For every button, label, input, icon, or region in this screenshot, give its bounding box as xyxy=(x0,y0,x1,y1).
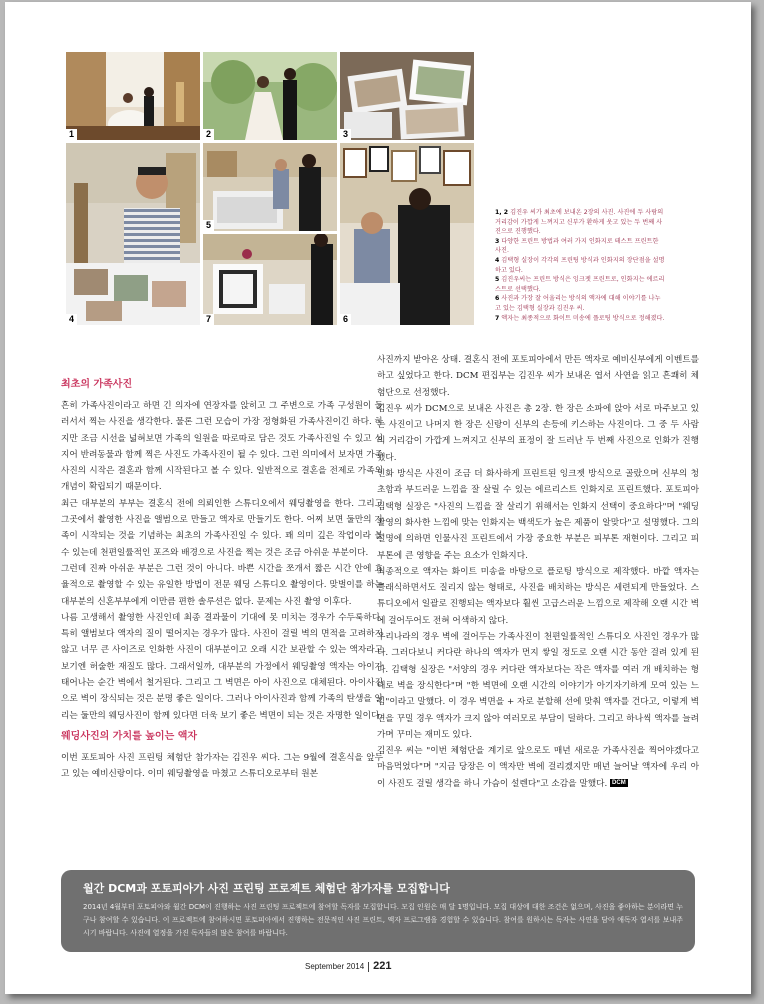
photo-1-couple-on-sofa xyxy=(66,52,200,140)
folio-page-number: 221 xyxy=(373,960,392,972)
photo-number: 1 xyxy=(66,129,77,140)
photo-number: 5 xyxy=(203,220,214,231)
article-paragraph: 김진우 씨가 DCM으로 보내온 사진은 총 2장. 한 장은 소파에 앉아 서로 마주보고 있는 사진이고 나머지 한 장은 신랑이 신부의 손등에 키스하는 사진이다. 그 중 두 사람의 거리감이 가깝게 느껴지고 신부의 표정이 잘 드러난 두 번째 사진으로 인화가 진행됐다. xyxy=(377,403,699,463)
notice-body: 2014년 4월부터 포토피아와 월간 DCM이 진행하는 사진 프린팅 프로젝트에 참여할 독자를 모집합니다. 모집 인원은 매 달 1명입니다. 모집 대상에 대한 조건은 없으며, 사진을 좋아하는 분이라면 누구나 참여할 수 있습니다. 이 프로젝트에 참여하시면 포토피아에서 진행하는 전문적인 사진 프린트, 액자 프로그램을 경험할 수 있습니다. 참여를 원하시는 독자는 사연을 담아 애독자 엽서를 보내주시기 바랍니다. 사진에 열정을 가진 독자들의 많은 참여를 바랍니다. xyxy=(83,903,683,937)
article-paragraph: 그런데 진짜 아쉬운 부분은 그런 것이 아니다. 바쁜 시간을 쪼개서 짧은 시간 안에 효율적으로 촬영할 수 있는 유일한 방법이 전문 웨딩 스튜디오 촬영이다. 맞벌이를 하는 대부분의 신혼부부에게 이만큼 편한 솔루션은 없다. 문제는 사진 촬영 이후다. xyxy=(61,563,383,607)
article-paragraph: 최근 대부분의 부부는 결혼식 전에 의뢰인한 스튜디오에서 웨딩촬영을 한다. 그리고 그곳에서 촬영한 사진을 앨범으로 만들고 액자로 만들기도 한다. 어찌 보면 둘만의 가족이 시작되는 것을 기념하는 최초의 가족사진일 수 있다. 꽤 의미 깊은 작업이라 볼 수 있는데 천편일률적인 포즈와 배경으로 사진을 찍는 것은 조금 아쉬운 부분이다. xyxy=(61,498,383,558)
recruitment-notice-box xyxy=(61,870,695,952)
folio-divider xyxy=(368,962,369,972)
photo-number: 4 xyxy=(66,314,77,325)
notice-title: 월간 DCM과 포토피아가 사진 프린팅 프로젝트 체험단 참가자를 모집합니다 xyxy=(83,882,450,895)
article-paragraph: 우리나라의 경우 벽에 걸어두는 가족사진이 천편일률적인 스튜디오 사진인 경우가 많다. 그러다보니 커다란 하나의 액자가 먼지 쌓일 정도로 오랜 시간 동안 걸려 있게 된다. 김택형 실장은 "서양의 경우 커다란 액자보다는 작은 액자를 여러 개 배치하는 형태로 벽을 장식한다"며 "한 벽면에 오랜 시간의 이야기가 아기자기하게 모여 있는 느낌"이라고 말했다. 이 경우 벽면을 + 자로 분할해 선에 맞춰 액자를 건다고, 이렇게 벽면을 꾸밀 경우 액자가 크지 않아 여러모로 부담이 덜하다. 그리고 하나씩 액자를 늘려가며 꾸미는 재미도 있다. xyxy=(377,632,699,740)
article-paragraph: 사진까지 받아온 상태. 결혼식 전에 포토피아에서 만든 액자로 예비신부에게 이벤트를 하고 싶었다고 한다. DCM 편집부는 김진우 씨가 보내온 엽서 사연을 읽고 흔쾌히 체험단으로 선정했다. xyxy=(377,355,699,398)
caption-5: 5 김진우씨는 프린트 방식은 잉크젯 프린트로, 인화지는 에르리스트로 선택했다. xyxy=(495,276,665,293)
article-paragraph: 인화 방식은 사진이 조금 더 화사하게 프린트된 잉크젯 방식으로 골랐으며 신부의 청초함과 부드러운 느낌을 잘 살릴 수 있는 에르리스트 인화지로 프린트했다. 포토피아 김택형 실장은 "사진의 느낌을 잘 살리기 위해서는 인화지 선택이 중요하다"며 "웨딩촬영의 화사한 느낌에 맞는 인화지는 백색도가 높은 제품이 알맞다"고 설명했다. 그의 설명에 의하면 인물사진 프린트에서 가장 중요한 부분은 피부톤 재현이다. 그리고 피부톤에 큰 영향을 주는 요소가 인화지다. xyxy=(377,469,699,561)
photo-number: 2 xyxy=(203,129,214,140)
article-paragraph: 나름 고생해서 촬영한 사진인데 최종 결과물이 기대에 못 미치는 경우가 수두룩하다. 특히 앨범보다 액자의 질이 떨어지는 경우가 많다. 사진이 걸릴 벽의 면적을 고려하지 않고 너무 큰 사이즈로 인화한 사진이 대부분이고 오래 시간 보관할 수 있는 액자라고 보기엔 허술한 재질도 많다. 그래서일까, 대부분의 가정에서 웨딩촬영 액자는 아이가 태어나는 순간 벽에서 철거된다. 그리고 그 벽면은 아이 사진으로 대체된다. 아이사진으로 벽이 장식되는 것은 분명 좋은 일이다. 그러나 아이사진과 함께 가족의 탄생을 알리는 둘만의 웨딩사진이 함께 있다면 더욱 보기 좋은 벽면이 되는 것은 자명한 일이다. xyxy=(61,612,383,721)
caption-4: 4 김택형 실장이 각각의 프린팅 방식과 인화지의 장단점을 설명하고 있다. xyxy=(495,256,665,274)
article-paragraph: 김진우 씨는 "이번 체험단을 계기로 앞으로도 매년 새로운 가족사진을 찍어야겠다고 마음먹었다"며 "지금 당장은 이 액자만 벽에 걸리겠지만 매년 늘어날 액자에 우리 아이 사진도 걸릴 생각을 하니 가슴이 설렌다"고 소감을 말했다. DCM xyxy=(377,746,699,789)
article-paragraph: 흔히 가족사진이라고 하면 긴 의자에 연장자를 앉히고 그 주변으로 가족 구성원이 둘러서서 찍는 사진을 생각한다. 물론 그런 모습이 가장 정형화된 가족사진이긴 하다. 하지만 조금 시선을 넓혀보면 가족의 일원을 따로따로 담은 것도 가족사진일 수 있고 심지어 반려동물과 함께 찍은 사진도 가족사진이 될 수 있다. 그런 의미에서 보자면 가족사진의 시작은 결혼과 함께 시작된다고 볼 수 있다. 일반적으로 결혼을 전제로 가족의 개념이 확립되기 때문이다. xyxy=(61,401,383,493)
article-right-column xyxy=(377,352,699,792)
folio-year: 2014 xyxy=(346,962,365,971)
photo-4-man-explaining xyxy=(66,143,200,325)
photo-3-print-samples xyxy=(340,52,474,140)
section-heading: 웨딩사진의 가치를 높이는 액자 xyxy=(61,730,198,742)
caption-1-2: 1, 2 김진우 씨가 최초에 보내온 2장의 사진. 사진에 두 사람의 거리감이 가깝게 느껴지고 신부가 환하게 웃고 있는 두 번째 사진으로 진행했다. xyxy=(495,209,664,236)
section-heading: 최초의 가족사진 xyxy=(61,379,133,390)
photo-7-framing-table xyxy=(203,234,337,325)
photo-6-frame-shop xyxy=(340,143,474,325)
folio-month: September xyxy=(305,962,345,971)
photo-number: 3 xyxy=(340,129,351,140)
article-left-column xyxy=(61,372,383,783)
caption-3: 3 다양한 프린트 방법과 여러 가지 인화지로 테스트 프린트한 사진. xyxy=(495,237,659,255)
caption-7: 7 액자는 최종적으로 화이트 미송에 플로팅 방식으로 정해졌다. xyxy=(495,314,665,322)
magazine-page xyxy=(5,2,751,994)
page-folio xyxy=(305,960,392,972)
photo-number: 6 xyxy=(340,314,351,325)
photo-5-workshop xyxy=(203,143,337,231)
article-paragraph: 최종적으로 액자는 화이트 미송을 바탕으로 플로팅 방식으로 제작했다. 바깥 액자는 클래식하면서도 질리지 않는 형태로, 사진을 배치하는 방식은 세련되게 만들었다. 스튜디오에서 일괄로 진행되는 액자보다 훨씬 고급스러운 느낌으로 제작해 오랜 시간 벽에 걸어두어도 전혀 어색하지 않다. xyxy=(377,566,699,626)
photo-2-couple-standing xyxy=(203,52,337,140)
caption-6: 6 사진과 가장 잘 어울리는 방식의 액자에 대해 이야기를 나누고 있는 김택형 실장과 김진우 씨. xyxy=(495,295,661,312)
dcm-end-mark: DCM xyxy=(612,780,626,787)
photo-captions xyxy=(495,208,665,323)
article-paragraph: 이번 포토피아 사진 프린팅 체험단 참가자는 김진우 씨다. 그는 9월에 결혼식을 앞두고 있는 예비신랑이다. 이미 웨딩촬영을 마쳤고 스튜디오로부터 원본 xyxy=(61,752,383,780)
photo-number: 7 xyxy=(203,314,214,325)
